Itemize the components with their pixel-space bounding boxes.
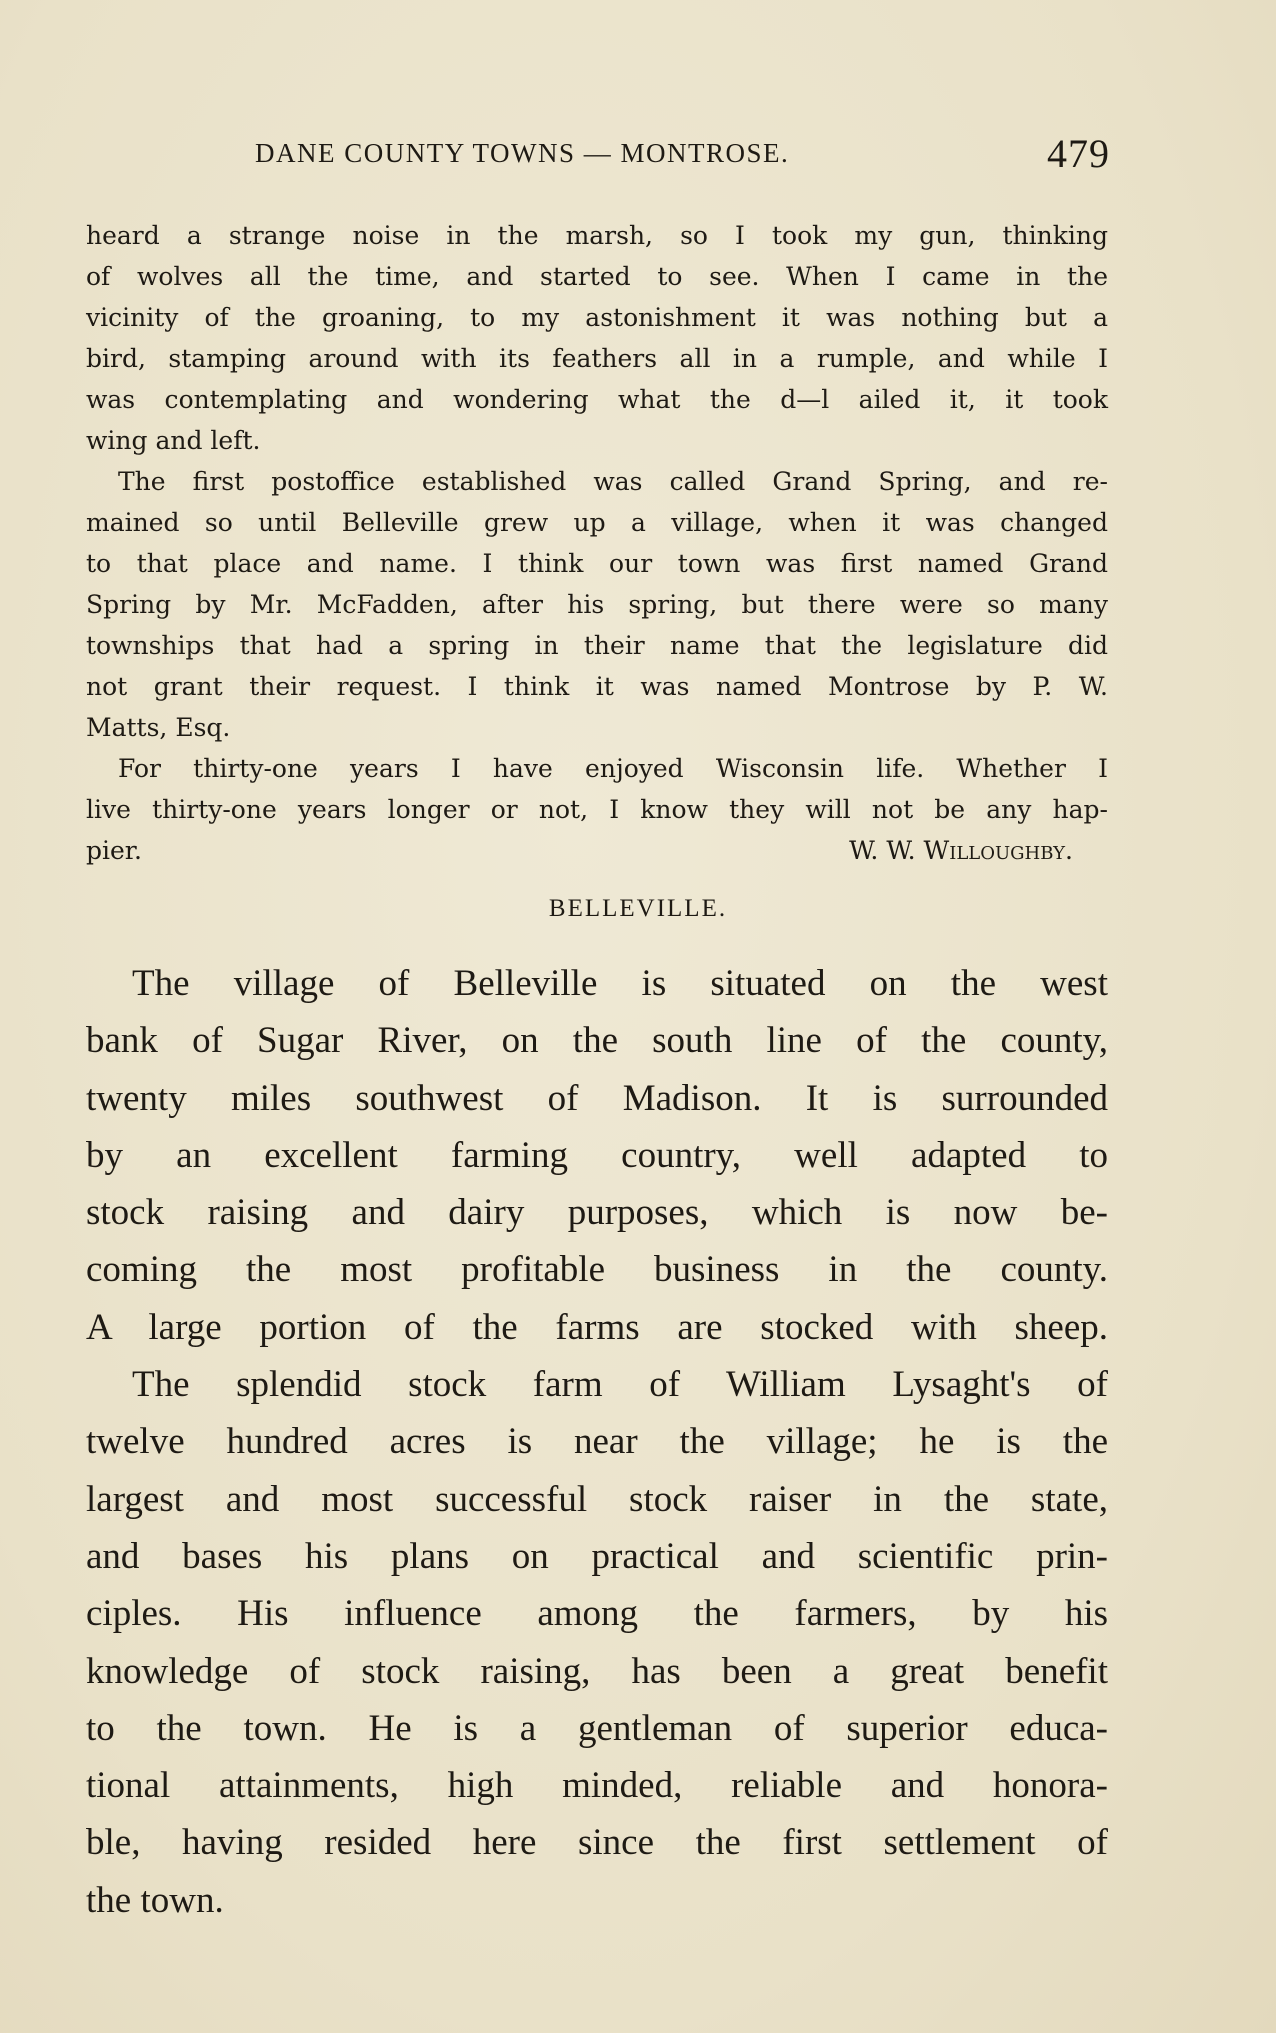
text-line: heard a strange noise in the marsh, so I took my gun, thinking [86,221,1108,250]
text-line: The first postoffice established was called Grand Spring, and re- [118,467,1108,496]
text-line: twelve hundred acres is near the village; he is the [86,1421,1108,1463]
letter-text [86,215,1108,871]
signature: W. W. Willoughby. [849,836,1073,865]
text-line: The village of Belleville is situated on the west [132,963,1108,1004]
text-line: was contemplating and wondering what the d—l ailed it, it took [86,385,1108,414]
text-line: stock raising and dairy purposes, which is now be- [86,1192,1108,1234]
text-line: bank of Sugar River, on the south line of the county, [86,1020,1108,1062]
text-line: not grant their request. I think it was named Montrose by P. W. [86,672,1108,701]
text-line: tional attainments, high minded, reliable and honora- [86,1765,1108,1807]
page-header [255,130,1110,180]
text-line: ble, having resided here since the first settlement of [86,1822,1108,1864]
text-line: coming the most profitable business in the county. [86,1249,1108,1291]
text-line: wing and left. [86,426,261,455]
text-line: twenty miles southwest of Madison. It is surrounded [86,1077,1108,1119]
belleville-text [86,955,1108,1929]
text-line: and bases his plans on practical and scientific prin- [86,1535,1108,1577]
text-line: townships that had a spring in their name that the legislature did [86,631,1108,660]
text-line: the town. [86,1879,224,1921]
signature-line [86,830,1108,871]
text-line: pier. [86,836,142,865]
text-line: Spring by Mr. McFadden, after his spring, but there were so many [86,590,1108,619]
text-line: live thirty-one years longer or not, I know they will not be any hap- [86,795,1108,824]
page-number: 479 [1047,131,1110,176]
text-line: ciples. His influence among the farmers, by his [86,1593,1108,1635]
text-line: largest and most successful stock raiser in the state, [86,1478,1108,1520]
text-line: of wolves all the time, and started to see. When I came in the [86,262,1108,291]
text-line: to the town. He is a gentleman of superior educa- [86,1707,1108,1749]
text-line: by an excellent farming country, well adapted to [86,1134,1108,1176]
running-head: DANE COUNTY TOWNS — MONTROSE. [255,138,790,168]
section-title: BELLEVILLE. [548,895,728,922]
text-line: For thirty-one years I have enjoyed Wisconsin life. Whether I [118,754,1108,783]
text-line: Matts, Esq. [86,713,231,742]
text-line: The splendid stock farm of William Lysaght's of [132,1364,1108,1406]
text-line: mained so until Belleville grew up a village, when it was changed [86,508,1108,537]
text-line: knowledge of stock raising, has been a great benefit [86,1650,1108,1692]
text-line: A large portion of the farms are stocked with sheep. [86,1306,1108,1348]
text-line: to that place and name. I think our town was first named Grand [86,549,1108,578]
text-line: vicinity of the groaning, to my astonishment it was nothing but a [86,303,1108,332]
text-line: bird, stamping around with its feathers all in a rumple, and while I [86,344,1108,373]
